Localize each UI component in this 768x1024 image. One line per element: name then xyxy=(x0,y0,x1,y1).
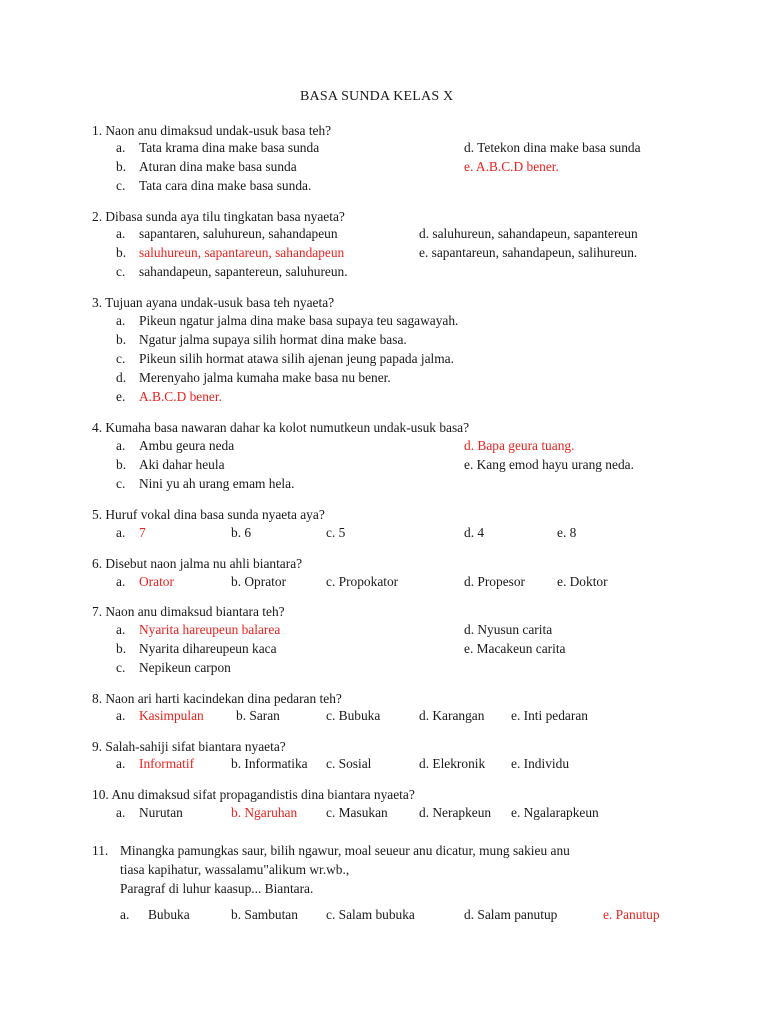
option-a: sapantaren, saluhureun, sahandapeun xyxy=(139,226,338,241)
option-a-answer: 7 xyxy=(139,525,146,540)
option-e: e. Kang emod hayu urang neda. xyxy=(464,457,634,472)
option-d: d. Karangan xyxy=(419,708,485,723)
option-marker: b. xyxy=(116,641,127,656)
option-b: Nyarita dihareupeun kaca xyxy=(139,641,277,656)
option-c: c. Masukan xyxy=(326,805,388,820)
option-e: e. Doktor xyxy=(557,574,608,589)
option-c: c. Propokator xyxy=(326,574,399,589)
option-marker: a. xyxy=(116,805,126,820)
option-marker: c. xyxy=(116,476,126,491)
option-marker: b. xyxy=(116,245,127,260)
option-marker: c. xyxy=(116,660,126,675)
option-marker: b. xyxy=(116,332,127,347)
option-marker: c. xyxy=(116,178,126,193)
option-marker: e. xyxy=(116,389,126,404)
option-marker: a. xyxy=(116,525,126,540)
option-d: d. Nerapkeun xyxy=(419,805,492,820)
option-marker: a. xyxy=(116,140,126,155)
option-e: e. Ngalarapkeun xyxy=(511,805,599,820)
option-a: Ambu geura neda xyxy=(139,438,235,453)
option-a: Nurutan xyxy=(139,805,183,820)
question-text: 7. Naon anu dimaksud biantara teh? xyxy=(92,604,285,619)
question-text: 9. Salah-sahiji sifat biantara nyaeta? xyxy=(92,739,286,754)
question-text: 10. Anu dimaksud sifat propagandistis dina biantara nyaeta? xyxy=(92,787,415,802)
option-b: Aki dahar heula xyxy=(139,457,225,472)
question-text-line: Minangka pamungkas saur, bilih ngawur, moal seueur anu dicatur, mung sakieu anu xyxy=(120,843,570,858)
option-marker: a. xyxy=(116,756,126,771)
option-b: b. Sambutan xyxy=(231,907,298,922)
option-e: e. sapantareun, sahandapeun, salihureun. xyxy=(419,245,638,260)
option-marker: a. xyxy=(116,313,126,328)
question-text-line: tiasa kapihatur, wassalamu"alikum wr.wb., xyxy=(120,862,350,877)
option-c: Nepikeun carpon xyxy=(139,660,231,675)
option-marker: b. xyxy=(116,457,127,472)
option-marker: c. xyxy=(116,264,126,279)
option-d: d. Propesor xyxy=(464,574,525,589)
option-e: e. 8 xyxy=(557,525,577,540)
question-text-line: Paragraf di luhur kaasup... Biantara. xyxy=(120,881,314,896)
option-e: e. Individu xyxy=(511,756,570,771)
option-b-answer: saluhureun, sapantareun, sahandapeun xyxy=(139,245,345,260)
option-marker: d. xyxy=(116,370,127,385)
question-number: 11. xyxy=(92,843,109,858)
option-b: b. 6 xyxy=(231,525,252,540)
option-b: b. Saran xyxy=(236,708,280,723)
option-d: d. Salam panutup xyxy=(464,907,558,922)
option-e-answer: e. Panutup xyxy=(603,907,660,922)
option-d: Merenyaho jalma kumaha make basa nu bener. xyxy=(139,370,391,385)
option-marker: a. xyxy=(116,438,126,453)
option-b: b. Oprator xyxy=(231,574,287,589)
option-a: Pikeun ngatur jalma dina make basa supaya teu sagawayah. xyxy=(139,313,459,328)
option-a-answer: Nyarita hareupeun balarea xyxy=(139,622,281,637)
option-c: Nini yu ah urang emam hela. xyxy=(139,476,295,491)
option-c: Pikeun silih hormat atawa silih ajenan jeung papada jalma. xyxy=(139,351,454,366)
option-marker: a. xyxy=(116,708,126,723)
option-a: Bubuka xyxy=(148,907,190,922)
option-marker: a. xyxy=(120,907,130,922)
option-c: c. 5 xyxy=(326,525,346,540)
option-d: d. saluhureun, sahandapeun, sapantereun xyxy=(419,226,638,241)
option-c: c. Sosial xyxy=(326,756,372,771)
option-marker: c. xyxy=(116,351,126,366)
option-a: Tata krama dina make basa sunda xyxy=(139,140,320,155)
question-text: 2. Dibasa sunda aya tilu tingkatan basa nyaeta? xyxy=(92,209,345,224)
question-text: 3. Tujuan ayana undak-usuk basa teh nyaeta? xyxy=(92,295,335,310)
question-text: 5. Huruf vokal dina basa sunda nyaeta aya? xyxy=(92,507,325,522)
question-text: 1. Naon anu dimaksud undak-usuk basa teh? xyxy=(92,123,332,138)
question-text: 6. Disebut naon jalma nu ahli biantara? xyxy=(92,556,303,571)
option-marker: a. xyxy=(116,226,126,241)
option-marker: a. xyxy=(116,622,126,637)
option-e-answer: e. A.B.C.D bener. xyxy=(464,159,559,174)
option-c: c. Bubuka xyxy=(326,708,381,723)
option-b-answer: b. Ngaruhan xyxy=(231,805,298,820)
option-d-answer: d. Bapa geura tuang. xyxy=(464,438,575,453)
option-d: d. Tetekon dina make basa sunda xyxy=(464,140,641,155)
option-d: d. Elekronik xyxy=(419,756,486,771)
option-e-answer: A.B.C.D bener. xyxy=(139,389,222,404)
option-d: d. Nyusun carita xyxy=(464,622,553,637)
question-text: 4. Kumaha basa nawaran dahar ka kolot numutkeun undak-usuk basa? xyxy=(92,420,470,435)
option-marker: a. xyxy=(116,574,126,589)
option-b: Aturan dina make basa sunda xyxy=(139,159,297,174)
option-c: Tata cara dina make basa sunda. xyxy=(139,178,312,193)
option-c: sahandapeun, sapantereun, saluhureun. xyxy=(139,264,348,279)
option-e: e. Inti pedaran xyxy=(511,708,588,723)
option-c: c. Salam bubuka xyxy=(326,907,415,922)
option-b: b. Informatika xyxy=(231,756,308,771)
option-d: d. 4 xyxy=(464,525,485,540)
option-a-answer: Orator xyxy=(139,574,174,589)
option-b: Ngatur jalma supaya silih hormat dina make basa. xyxy=(139,332,407,347)
option-marker: b. xyxy=(116,159,127,174)
option-a-answer: Informatif xyxy=(139,756,195,771)
question-text: 8. Naon ari harti kacindekan dina pedaran teh? xyxy=(92,691,342,706)
option-a-answer: Kasimpulan xyxy=(139,708,204,723)
page-title: BASA SUNDA KELAS X xyxy=(300,89,454,104)
option-e: e. Macakeun carita xyxy=(464,641,566,656)
